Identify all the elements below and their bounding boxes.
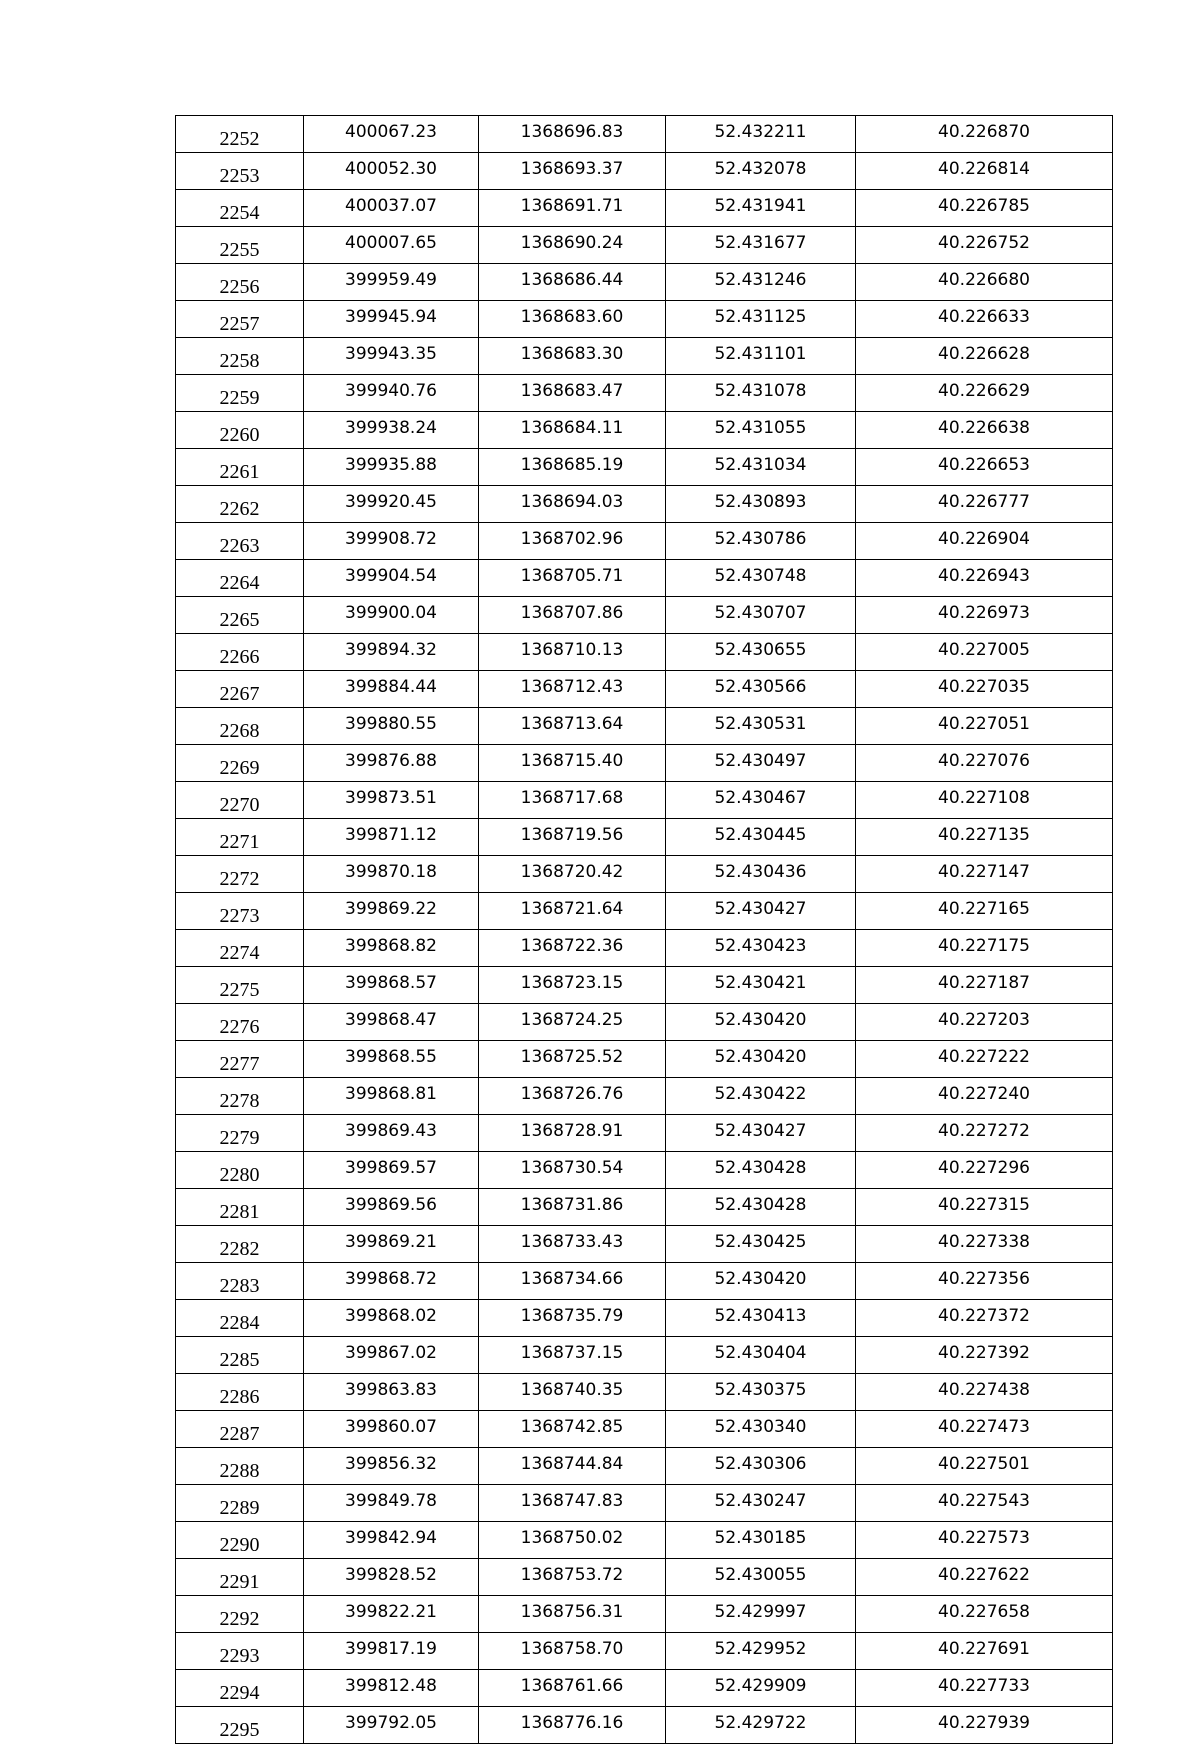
latitude-cell: 52.431677: [666, 227, 856, 264]
longitude-cell: 40.227543: [856, 1485, 1113, 1522]
table-row: [176, 1115, 1113, 1152]
longitude-cell: 40.226752: [856, 227, 1113, 264]
table-row: [176, 671, 1113, 708]
y-coordinate-cell: 1368734.66: [479, 1263, 666, 1300]
point-number-cell: 2282: [176, 1226, 304, 1263]
x-coordinate-cell: 399945.94: [304, 301, 479, 338]
point-number-cell: 2285: [176, 1337, 304, 1374]
table-row: [176, 819, 1113, 856]
y-coordinate-cell: 1368758.70: [479, 1633, 666, 1670]
table-row: [176, 375, 1113, 412]
y-coordinate-cell: 1368702.96: [479, 523, 666, 560]
latitude-cell: 52.431941: [666, 190, 856, 227]
latitude-cell: 52.431055: [666, 412, 856, 449]
y-coordinate-cell: 1368723.15: [479, 967, 666, 1004]
longitude-cell: 40.227338: [856, 1226, 1113, 1263]
table-row: [176, 1374, 1113, 1411]
point-number-cell: 2259: [176, 375, 304, 412]
table-row: [176, 1411, 1113, 1448]
point-number-cell: 2260: [176, 412, 304, 449]
longitude-cell: 40.227501: [856, 1448, 1113, 1485]
x-coordinate-cell: 399871.12: [304, 819, 479, 856]
table-row: [176, 1596, 1113, 1633]
longitude-cell: 40.227203: [856, 1004, 1113, 1041]
point-number-cell: 2273: [176, 893, 304, 930]
latitude-cell: 52.430427: [666, 893, 856, 930]
y-coordinate-cell: 1368715.40: [479, 745, 666, 782]
longitude-cell: 40.227240: [856, 1078, 1113, 1115]
latitude-cell: 52.430748: [666, 560, 856, 597]
x-coordinate-cell: 399868.02: [304, 1300, 479, 1337]
x-coordinate-cell: 399868.55: [304, 1041, 479, 1078]
table-row: [176, 634, 1113, 671]
latitude-cell: 52.430467: [666, 782, 856, 819]
longitude-cell: 40.226777: [856, 486, 1113, 523]
table-row: [176, 930, 1113, 967]
y-coordinate-cell: 1368693.37: [479, 153, 666, 190]
latitude-cell: 52.430375: [666, 1374, 856, 1411]
point-number-cell: 2263: [176, 523, 304, 560]
longitude-cell: 40.226943: [856, 560, 1113, 597]
latitude-cell: 52.430413: [666, 1300, 856, 1337]
latitude-cell: 52.431246: [666, 264, 856, 301]
y-coordinate-cell: 1368717.68: [479, 782, 666, 819]
latitude-cell: 52.430428: [666, 1152, 856, 1189]
latitude-cell: 52.430185: [666, 1522, 856, 1559]
table-row: [176, 708, 1113, 745]
coordinate-table-body: [176, 116, 1113, 1744]
y-coordinate-cell: 1368684.11: [479, 412, 666, 449]
latitude-cell: 52.431078: [666, 375, 856, 412]
y-coordinate-cell: 1368686.44: [479, 264, 666, 301]
x-coordinate-cell: 399828.52: [304, 1559, 479, 1596]
x-coordinate-cell: 399940.76: [304, 375, 479, 412]
x-coordinate-cell: 399868.82: [304, 930, 479, 967]
point-number-cell: 2266: [176, 634, 304, 671]
point-number-cell: 2292: [176, 1596, 304, 1633]
point-number-cell: 2257: [176, 301, 304, 338]
point-number-cell: 2264: [176, 560, 304, 597]
longitude-cell: 40.227051: [856, 708, 1113, 745]
x-coordinate-cell: 399876.88: [304, 745, 479, 782]
x-coordinate-cell: 399869.56: [304, 1189, 479, 1226]
table-row: [176, 1670, 1113, 1707]
point-number-cell: 2284: [176, 1300, 304, 1337]
longitude-cell: 40.227005: [856, 634, 1113, 671]
latitude-cell: 52.430340: [666, 1411, 856, 1448]
x-coordinate-cell: 399849.78: [304, 1485, 479, 1522]
point-number-cell: 2252: [176, 116, 304, 153]
longitude-cell: 40.226973: [856, 597, 1113, 634]
y-coordinate-cell: 1368733.43: [479, 1226, 666, 1263]
table-row: [176, 338, 1113, 375]
latitude-cell: 52.429997: [666, 1596, 856, 1633]
point-number-cell: 2255: [176, 227, 304, 264]
latitude-cell: 52.430436: [666, 856, 856, 893]
y-coordinate-cell: 1368685.19: [479, 449, 666, 486]
longitude-cell: 40.226628: [856, 338, 1113, 375]
longitude-cell: 40.227272: [856, 1115, 1113, 1152]
latitude-cell: 52.430531: [666, 708, 856, 745]
x-coordinate-cell: 399920.45: [304, 486, 479, 523]
longitude-cell: 40.227315: [856, 1189, 1113, 1226]
table-row: [176, 856, 1113, 893]
latitude-cell: 52.430421: [666, 967, 856, 1004]
point-number-cell: 2270: [176, 782, 304, 819]
y-coordinate-cell: 1368728.91: [479, 1115, 666, 1152]
point-number-cell: 2271: [176, 819, 304, 856]
point-number-cell: 2293: [176, 1633, 304, 1670]
table-row: [176, 1152, 1113, 1189]
longitude-cell: 40.227733: [856, 1670, 1113, 1707]
y-coordinate-cell: 1368742.85: [479, 1411, 666, 1448]
x-coordinate-cell: 399873.51: [304, 782, 479, 819]
x-coordinate-cell: 399868.57: [304, 967, 479, 1004]
y-coordinate-cell: 1368712.43: [479, 671, 666, 708]
y-coordinate-cell: 1368721.64: [479, 893, 666, 930]
longitude-cell: 40.227165: [856, 893, 1113, 930]
table-row: [176, 412, 1113, 449]
longitude-cell: 40.227222: [856, 1041, 1113, 1078]
latitude-cell: 52.430420: [666, 1041, 856, 1078]
table-row: [176, 967, 1113, 1004]
longitude-cell: 40.226785: [856, 190, 1113, 227]
latitude-cell: 52.430247: [666, 1485, 856, 1522]
longitude-cell: 40.227939: [856, 1707, 1113, 1744]
latitude-cell: 52.430422: [666, 1078, 856, 1115]
x-coordinate-cell: 399822.21: [304, 1596, 479, 1633]
table-row: [176, 523, 1113, 560]
longitude-cell: 40.227147: [856, 856, 1113, 893]
y-coordinate-cell: 1368683.47: [479, 375, 666, 412]
latitude-cell: 52.429722: [666, 1707, 856, 1744]
point-number-cell: 2288: [176, 1448, 304, 1485]
longitude-cell: 40.227438: [856, 1374, 1113, 1411]
table-row: [176, 893, 1113, 930]
latitude-cell: 52.430055: [666, 1559, 856, 1596]
longitude-cell: 40.227573: [856, 1522, 1113, 1559]
y-coordinate-cell: 1368747.83: [479, 1485, 666, 1522]
y-coordinate-cell: 1368694.03: [479, 486, 666, 523]
x-coordinate-cell: 399856.32: [304, 1448, 479, 1485]
point-number-cell: 2265: [176, 597, 304, 634]
y-coordinate-cell: 1368707.86: [479, 597, 666, 634]
longitude-cell: 40.227187: [856, 967, 1113, 1004]
point-number-cell: 2276: [176, 1004, 304, 1041]
y-coordinate-cell: 1368744.84: [479, 1448, 666, 1485]
table-row: [176, 1078, 1113, 1115]
table-row: [176, 153, 1113, 190]
latitude-cell: 52.429909: [666, 1670, 856, 1707]
x-coordinate-cell: 399867.02: [304, 1337, 479, 1374]
point-number-cell: 2261: [176, 449, 304, 486]
y-coordinate-cell: 1368756.31: [479, 1596, 666, 1633]
point-number-cell: 2256: [176, 264, 304, 301]
y-coordinate-cell: 1368735.79: [479, 1300, 666, 1337]
y-coordinate-cell: 1368750.02: [479, 1522, 666, 1559]
y-coordinate-cell: 1368725.52: [479, 1041, 666, 1078]
x-coordinate-cell: 400067.23: [304, 116, 479, 153]
table-row: [176, 1263, 1113, 1300]
longitude-cell: 40.227392: [856, 1337, 1113, 1374]
latitude-cell: 52.430566: [666, 671, 856, 708]
point-number-cell: 2262: [176, 486, 304, 523]
longitude-cell: 40.226814: [856, 153, 1113, 190]
y-coordinate-cell: 1368719.56: [479, 819, 666, 856]
x-coordinate-cell: 399870.18: [304, 856, 479, 893]
y-coordinate-cell: 1368730.54: [479, 1152, 666, 1189]
table-row: [176, 1226, 1113, 1263]
longitude-cell: 40.227135: [856, 819, 1113, 856]
x-coordinate-cell: 399900.04: [304, 597, 479, 634]
table-row: [176, 745, 1113, 782]
point-number-cell: 2281: [176, 1189, 304, 1226]
table-row: [176, 1559, 1113, 1596]
x-coordinate-cell: 399908.72: [304, 523, 479, 560]
y-coordinate-cell: 1368713.64: [479, 708, 666, 745]
latitude-cell: 52.430893: [666, 486, 856, 523]
x-coordinate-cell: 399880.55: [304, 708, 479, 745]
point-number-cell: 2294: [176, 1670, 304, 1707]
longitude-cell: 40.226870: [856, 116, 1113, 153]
point-number-cell: 2286: [176, 1374, 304, 1411]
longitude-cell: 40.227658: [856, 1596, 1113, 1633]
table-row: [176, 1189, 1113, 1226]
x-coordinate-cell: 399869.21: [304, 1226, 479, 1263]
point-number-cell: 2258: [176, 338, 304, 375]
y-coordinate-cell: 1368696.83: [479, 116, 666, 153]
longitude-cell: 40.227691: [856, 1633, 1113, 1670]
table-row: [176, 1448, 1113, 1485]
x-coordinate-cell: 399792.05: [304, 1707, 479, 1744]
y-coordinate-cell: 1368720.42: [479, 856, 666, 893]
latitude-cell: 52.430655: [666, 634, 856, 671]
x-coordinate-cell: 399959.49: [304, 264, 479, 301]
latitude-cell: 52.429952: [666, 1633, 856, 1670]
x-coordinate-cell: 399812.48: [304, 1670, 479, 1707]
x-coordinate-cell: 400052.30: [304, 153, 479, 190]
y-coordinate-cell: 1368683.60: [479, 301, 666, 338]
x-coordinate-cell: 400007.65: [304, 227, 479, 264]
latitude-cell: 52.430497: [666, 745, 856, 782]
latitude-cell: 52.431125: [666, 301, 856, 338]
latitude-cell: 52.432078: [666, 153, 856, 190]
x-coordinate-cell: 399935.88: [304, 449, 479, 486]
point-number-cell: 2283: [176, 1263, 304, 1300]
table-row: [176, 116, 1113, 153]
table-row: [176, 264, 1113, 301]
point-number-cell: 2290: [176, 1522, 304, 1559]
y-coordinate-cell: 1368731.86: [479, 1189, 666, 1226]
x-coordinate-cell: 399938.24: [304, 412, 479, 449]
point-number-cell: 2269: [176, 745, 304, 782]
point-number-cell: 2268: [176, 708, 304, 745]
longitude-cell: 40.227175: [856, 930, 1113, 967]
latitude-cell: 52.430428: [666, 1189, 856, 1226]
longitude-cell: 40.227473: [856, 1411, 1113, 1448]
y-coordinate-cell: 1368726.76: [479, 1078, 666, 1115]
point-number-cell: 2291: [176, 1559, 304, 1596]
x-coordinate-cell: 399868.72: [304, 1263, 479, 1300]
x-coordinate-cell: 399860.07: [304, 1411, 479, 1448]
longitude-cell: 40.227076: [856, 745, 1113, 782]
latitude-cell: 52.430707: [666, 597, 856, 634]
point-number-cell: 2278: [176, 1078, 304, 1115]
point-number-cell: 2289: [176, 1485, 304, 1522]
longitude-cell: 40.226653: [856, 449, 1113, 486]
table-row: [176, 1337, 1113, 1374]
table-row: [176, 597, 1113, 634]
longitude-cell: 40.227296: [856, 1152, 1113, 1189]
y-coordinate-cell: 1368710.13: [479, 634, 666, 671]
latitude-cell: 52.430427: [666, 1115, 856, 1152]
latitude-cell: 52.430423: [666, 930, 856, 967]
x-coordinate-cell: 399863.83: [304, 1374, 479, 1411]
table-row: [176, 486, 1113, 523]
x-coordinate-cell: 399869.22: [304, 893, 479, 930]
longitude-cell: 40.227356: [856, 1263, 1113, 1300]
table-row: [176, 782, 1113, 819]
y-coordinate-cell: 1368753.72: [479, 1559, 666, 1596]
point-number-cell: 2280: [176, 1152, 304, 1189]
point-number-cell: 2295: [176, 1707, 304, 1744]
point-number-cell: 2287: [176, 1411, 304, 1448]
longitude-cell: 40.226680: [856, 264, 1113, 301]
longitude-cell: 40.227622: [856, 1559, 1113, 1596]
x-coordinate-cell: 399842.94: [304, 1522, 479, 1559]
longitude-cell: 40.227035: [856, 671, 1113, 708]
table-row: [176, 190, 1113, 227]
latitude-cell: 52.430420: [666, 1263, 856, 1300]
latitude-cell: 52.430786: [666, 523, 856, 560]
x-coordinate-cell: 399904.54: [304, 560, 479, 597]
y-coordinate-cell: 1368690.24: [479, 227, 666, 264]
y-coordinate-cell: 1368776.16: [479, 1707, 666, 1744]
table-row: [176, 449, 1113, 486]
point-number-cell: 2279: [176, 1115, 304, 1152]
x-coordinate-cell: 399868.47: [304, 1004, 479, 1041]
coordinate-table: [175, 115, 1113, 1744]
longitude-cell: 40.227108: [856, 782, 1113, 819]
table-row: [176, 1300, 1113, 1337]
y-coordinate-cell: 1368705.71: [479, 560, 666, 597]
latitude-cell: 52.430404: [666, 1337, 856, 1374]
point-number-cell: 2274: [176, 930, 304, 967]
longitude-cell: 40.226633: [856, 301, 1113, 338]
latitude-cell: 52.430445: [666, 819, 856, 856]
table-row: [176, 1485, 1113, 1522]
point-number-cell: 2277: [176, 1041, 304, 1078]
x-coordinate-cell: 399943.35: [304, 338, 479, 375]
x-coordinate-cell: 399869.57: [304, 1152, 479, 1189]
table-row: [176, 1522, 1113, 1559]
x-coordinate-cell: 399868.81: [304, 1078, 479, 1115]
y-coordinate-cell: 1368724.25: [479, 1004, 666, 1041]
longitude-cell: 40.226904: [856, 523, 1113, 560]
point-number-cell: 2275: [176, 967, 304, 1004]
table-row: [176, 227, 1113, 264]
longitude-cell: 40.226638: [856, 412, 1113, 449]
table-row: [176, 301, 1113, 338]
y-coordinate-cell: 1368691.71: [479, 190, 666, 227]
table-row: [176, 560, 1113, 597]
table-row: [176, 1041, 1113, 1078]
y-coordinate-cell: 1368722.36: [479, 930, 666, 967]
table-row: [176, 1707, 1113, 1744]
latitude-cell: 52.430306: [666, 1448, 856, 1485]
x-coordinate-cell: 399884.44: [304, 671, 479, 708]
point-number-cell: 2272: [176, 856, 304, 893]
x-coordinate-cell: 399817.19: [304, 1633, 479, 1670]
x-coordinate-cell: 400037.07: [304, 190, 479, 227]
point-number-cell: 2267: [176, 671, 304, 708]
y-coordinate-cell: 1368740.35: [479, 1374, 666, 1411]
latitude-cell: 52.432211: [666, 116, 856, 153]
table-row: [176, 1004, 1113, 1041]
point-number-cell: 2254: [176, 190, 304, 227]
latitude-cell: 52.430425: [666, 1226, 856, 1263]
table-row: [176, 1633, 1113, 1670]
latitude-cell: 52.430420: [666, 1004, 856, 1041]
x-coordinate-cell: 399869.43: [304, 1115, 479, 1152]
latitude-cell: 52.431101: [666, 338, 856, 375]
latitude-cell: 52.431034: [666, 449, 856, 486]
longitude-cell: 40.227372: [856, 1300, 1113, 1337]
longitude-cell: 40.226629: [856, 375, 1113, 412]
y-coordinate-cell: 1368761.66: [479, 1670, 666, 1707]
y-coordinate-cell: 1368683.30: [479, 338, 666, 375]
x-coordinate-cell: 399894.32: [304, 634, 479, 671]
y-coordinate-cell: 1368737.15: [479, 1337, 666, 1374]
point-number-cell: 2253: [176, 153, 304, 190]
